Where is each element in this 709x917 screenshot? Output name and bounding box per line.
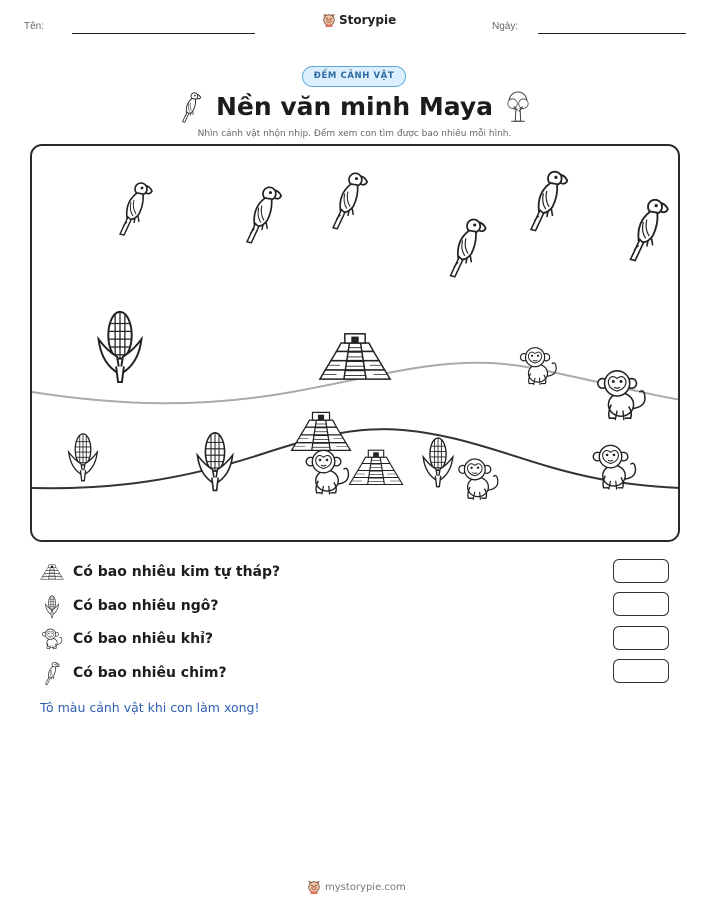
- answer-box-monkeys[interactable]: [613, 626, 669, 650]
- brand: [322, 12, 396, 28]
- monkey-icon: [40, 627, 64, 651]
- answer-box-pyramids[interactable]: [613, 559, 669, 583]
- pyramid-icon: [349, 450, 402, 484]
- page-subtitle: Nhìn cảnh vật nhộn nhịp. Đếm xem con tìm được bao nhiêu mỗi hình.: [197, 129, 512, 139]
- question-row-corn: [40, 593, 219, 619]
- name-field-line[interactable]: [72, 33, 255, 34]
- page-title: Nền văn minh Maya: [215, 92, 494, 121]
- parrot-icon: [247, 187, 281, 242]
- activity-badge: ĐẾM CẢNH VẬT: [302, 66, 406, 87]
- corn-icon: [423, 438, 453, 487]
- pyramid-icon: [292, 412, 351, 450]
- date-label: Ngày:: [492, 21, 519, 32]
- corn-icon: [40, 594, 64, 618]
- question-row-monkeys: [40, 626, 213, 652]
- corn-icon: [197, 433, 232, 491]
- corn-icon: [69, 434, 98, 481]
- question-text: Có bao nhiêu chim?: [73, 665, 227, 681]
- monkey-icon: [598, 371, 645, 420]
- name-label: Tên:: [24, 21, 45, 32]
- parrot-icon: [40, 660, 64, 686]
- storypie-logo-icon: [322, 12, 336, 28]
- coloring-instruction: Tô màu cảnh vật khi con làm xong!: [40, 700, 260, 715]
- pyramid-icon: [40, 563, 64, 581]
- counting-scene: [30, 144, 680, 542]
- storypie-logo-icon: [307, 880, 321, 894]
- tree-icon: [504, 90, 532, 124]
- question-text: Có bao nhiêu khỉ?: [73, 631, 213, 647]
- question-text: Có bao nhiêu ngô?: [73, 598, 219, 614]
- pyramid-icon: [320, 334, 390, 379]
- question-text: Có bao nhiêu kim tự tháp?: [73, 564, 281, 580]
- scene-illustration: [32, 146, 680, 542]
- answer-box-corn[interactable]: [613, 592, 669, 616]
- monkey-icon: [459, 459, 498, 500]
- site-footer: [307, 880, 406, 894]
- parrot-icon: [120, 183, 152, 235]
- parrot-icon: [631, 200, 668, 261]
- parrot-icon: [531, 172, 567, 231]
- monkey-icon: [306, 450, 348, 494]
- parrot-icon: [451, 220, 486, 277]
- corn-icon: [99, 312, 142, 382]
- answer-box-birds[interactable]: [613, 659, 669, 683]
- question-row-pyramids: [40, 559, 280, 585]
- parrot-icon: [333, 173, 367, 228]
- brand-name: Storypie: [339, 13, 397, 27]
- date-field-line[interactable]: [538, 33, 686, 34]
- site-url[interactable]: mystorypie.com: [325, 881, 406, 893]
- question-row-birds: [40, 660, 227, 686]
